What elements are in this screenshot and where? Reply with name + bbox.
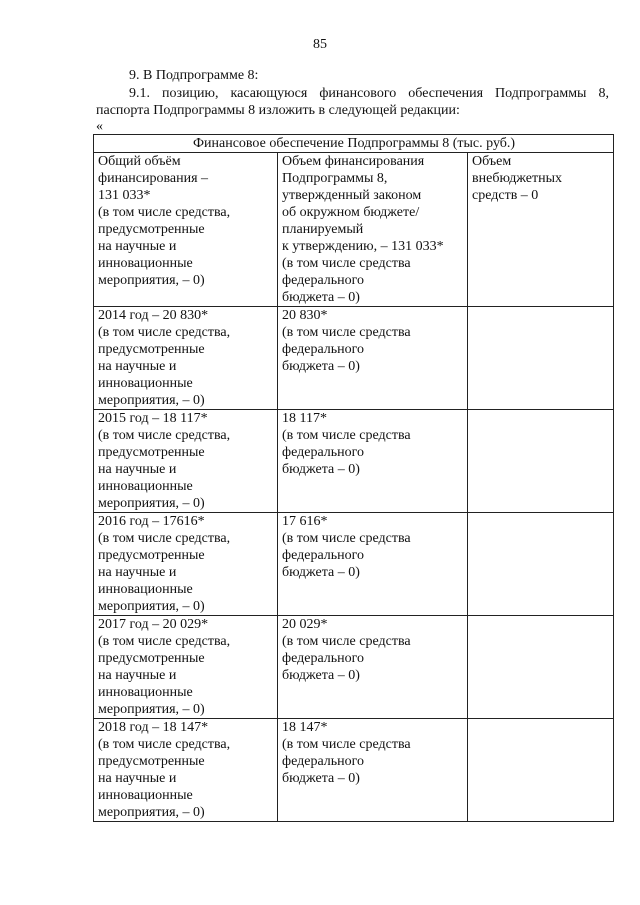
cell-line: финансирования – <box>98 171 209 186</box>
cell-line: 2018 год – 18 147* <box>98 720 209 735</box>
item-heading: 9. В Подпрограмме 8: <box>129 68 259 83</box>
table-cell-c1 <box>94 410 278 513</box>
cell-line: 17 616* <box>282 514 328 529</box>
table-cell-c1 <box>94 616 278 719</box>
cell-line: бюджета – 0) <box>282 359 360 374</box>
cell-line: бюджета – 0) <box>282 290 360 305</box>
table-cell-c2 <box>278 153 468 307</box>
cell-line: об окружном бюджете/ <box>282 205 420 220</box>
table-cell-c2 <box>278 616 468 719</box>
table-cell-c1 <box>94 153 278 307</box>
table-cell-c2 <box>278 410 468 513</box>
cell-line: мероприятия, – 0) <box>98 702 205 717</box>
cell-line: 18 147* <box>282 720 328 735</box>
cell-line: инновационные <box>98 479 193 494</box>
cell-line: инновационные <box>98 582 193 597</box>
cell-line: предусмотренные <box>98 754 205 769</box>
cell-line: мероприятия, – 0) <box>98 496 205 511</box>
cell-line: Общий объём <box>98 154 181 169</box>
cell-line: (в том числе средства <box>282 428 411 443</box>
cell-line: на научные и <box>98 565 177 580</box>
cell-line: инновационные <box>98 685 193 700</box>
financing-table <box>93 134 614 822</box>
cell-line: к утверждению, – 131 033* <box>282 239 444 254</box>
table-cell-c1 <box>94 307 278 410</box>
cell-line: 2014 год – 20 830* <box>98 308 209 323</box>
table-caption-row <box>94 135 614 153</box>
table-row <box>94 719 614 822</box>
cell-line: на научные и <box>98 771 177 786</box>
cell-line: бюджета – 0) <box>282 771 360 786</box>
table-row <box>94 307 614 410</box>
cell-line: (в том числе средства <box>282 634 411 649</box>
cell-line: Подпрограммы 8, <box>282 171 388 186</box>
cell-line: федерального <box>282 754 365 769</box>
table-cell-c3 <box>468 616 614 719</box>
table-cell-c2 <box>278 719 468 822</box>
cell-line: (в том числе средства, <box>98 531 231 546</box>
cell-line: инновационные <box>98 376 193 391</box>
cell-line: (в том числе средства, <box>98 205 231 220</box>
cell-line: мероприятия, – 0) <box>98 273 205 288</box>
cell-line: бюджета – 0) <box>282 565 360 580</box>
cell-line: предусмотренные <box>98 548 205 563</box>
cell-line: федерального <box>282 651 365 666</box>
cell-line: мероприятия, – 0) <box>98 805 205 820</box>
cell-line: (в том числе средства, <box>98 428 231 443</box>
cell-line: (в том числе средства <box>282 256 411 271</box>
table-cell-c3 <box>468 719 614 822</box>
table-row <box>94 153 614 307</box>
cell-line: бюджета – 0) <box>282 462 360 477</box>
cell-line: 20 830* <box>282 308 328 323</box>
table-cell-c1 <box>94 719 278 822</box>
cell-line: предусмотренные <box>98 651 205 666</box>
cell-line: федерального <box>282 273 365 288</box>
cell-line: 2015 год – 18 117* <box>98 411 208 426</box>
cell-line: мероприятия, – 0) <box>98 599 205 614</box>
cell-line: 20 029* <box>282 617 328 632</box>
cell-line: 2016 год – 17616* <box>98 514 205 529</box>
table-row <box>94 410 614 513</box>
cell-line: предусмотренные <box>98 222 205 237</box>
table-row <box>94 513 614 616</box>
table-cell-c3 <box>468 307 614 410</box>
cell-line: утвержденный законом <box>282 188 422 203</box>
cell-line: федерального <box>282 342 365 357</box>
table-cell-c2 <box>278 513 468 616</box>
table-caption: Финансовое обеспечение Подпрограммы 8 (тыс. руб.) <box>94 135 614 153</box>
cell-line: (в том числе средства <box>282 737 411 752</box>
cell-line: средств – 0 <box>472 188 539 203</box>
table-cell-c3 <box>468 153 614 307</box>
cell-line: (в том числе средства, <box>98 737 231 752</box>
open-quote: « <box>96 119 103 134</box>
cell-line: 18 117* <box>282 411 327 426</box>
item-paragraph: 9.1. позицию, касающуюся финансового обеспечения Подпрограммы 8, паспорта Подпрограммы 8 изложить в следующей редакции: <box>96 86 609 118</box>
cell-line: 131 033* <box>98 188 151 203</box>
cell-line: мероприятия, – 0) <box>98 393 205 408</box>
cell-line: (в том числе средства <box>282 531 411 546</box>
cell-line: федерального <box>282 548 365 563</box>
table-row <box>94 616 614 719</box>
cell-line: на научные и <box>98 462 177 477</box>
cell-line: бюджета – 0) <box>282 668 360 683</box>
cell-line: на научные и <box>98 239 177 254</box>
cell-line: 2017 год – 20 029* <box>98 617 209 632</box>
cell-line: планируемый <box>282 222 364 237</box>
cell-line: (в том числе средства, <box>98 325 231 340</box>
cell-line: Объем финансирования <box>282 154 425 169</box>
cell-line: федерального <box>282 445 365 460</box>
cell-line: предусмотренные <box>98 445 205 460</box>
cell-line: Объем <box>472 154 512 169</box>
cell-line: внебюджетных <box>472 171 563 186</box>
cell-line: инновационные <box>98 788 193 803</box>
table-cell-c3 <box>468 410 614 513</box>
cell-line: инновационные <box>98 256 193 271</box>
table-cell-c2 <box>278 307 468 410</box>
cell-line: на научные и <box>98 359 177 374</box>
cell-line: (в том числе средства, <box>98 634 231 649</box>
cell-line: на научные и <box>98 668 177 683</box>
page-number: 85 <box>313 37 327 52</box>
cell-line: (в том числе средства <box>282 325 411 340</box>
table-cell-c1 <box>94 513 278 616</box>
cell-line: предусмотренные <box>98 342 205 357</box>
table-cell-c3 <box>468 513 614 616</box>
